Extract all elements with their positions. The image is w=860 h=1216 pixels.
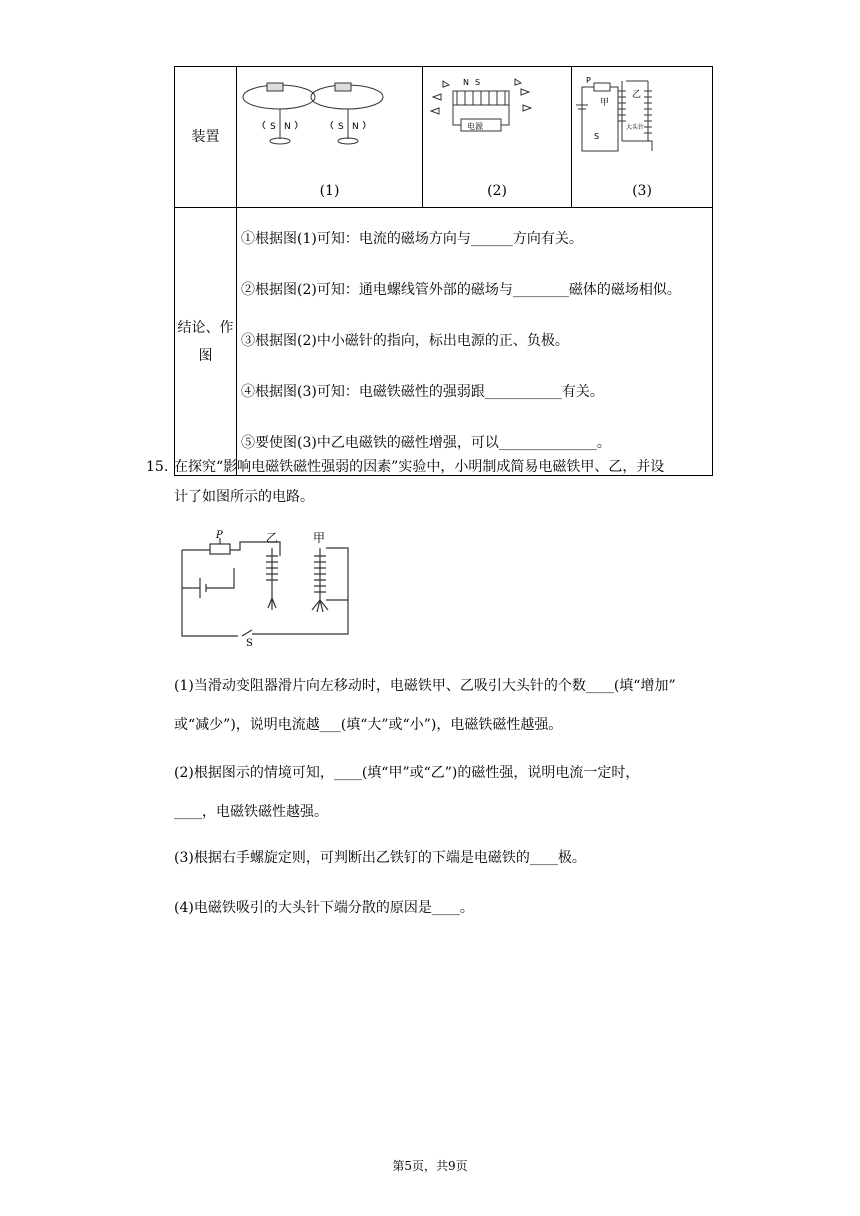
question-15-stem-line-2: 计了如图所示的电路。 xyxy=(174,489,314,505)
figure-1-cell xyxy=(237,67,423,208)
subquestion-1-line-1: (1)当滑动变阻器滑片向左移动时，电磁铁甲、乙吸引大头针的个数____(填“增加” xyxy=(174,678,676,694)
experiment-table xyxy=(174,66,713,476)
q15-jia-label: 甲 xyxy=(313,531,326,545)
fig2-power-label: 电源 xyxy=(467,122,483,131)
fig2-s-label: S xyxy=(475,78,481,87)
conclusion-3: ③根据图(2)中小磁针的指向，标出电源的正、负极。 xyxy=(241,333,569,349)
figure-2-caption: (2) xyxy=(487,183,507,199)
fig3-p-label: P xyxy=(586,76,591,85)
question-15-stem-line-1: 在探究“影响电磁铁磁性强弱的因素”实验中，小明制成简易电磁铁甲、乙，并设 xyxy=(174,459,665,475)
fig3-s-label: S xyxy=(594,132,600,141)
figure-2-cell xyxy=(423,67,572,208)
page-footer: 第5页，共9页 xyxy=(392,1159,468,1173)
conclusion-cell xyxy=(237,208,713,476)
fig3-pins-label: 大头针 xyxy=(626,124,645,131)
conclusion-2: ②根据图(2)可知：通电螺线管外部的磁场与________磁体的磁场相似。 xyxy=(241,282,681,298)
subquestion-1-line-2: 或“减少”)，说明电流越___(填“大”或“小”)，电磁铁磁性越强。 xyxy=(174,717,563,733)
conclusion-4: ④根据图(3)可知：电磁铁磁性的强弱跟___________有关。 xyxy=(241,384,604,400)
q15-yi-label: 乙 xyxy=(266,531,279,545)
q15-p-label: P xyxy=(216,530,223,541)
subquestion-4: (4)电磁铁吸引的大头针下端分散的原因是____。 xyxy=(174,900,474,916)
figure-3-cell xyxy=(572,67,713,208)
fig3-jia-label: 甲 xyxy=(600,98,610,108)
conclusion-5: ⑤要使图(3)中乙电磁铁的磁性增强，可以______________。 xyxy=(241,435,611,451)
q15-s-label: S xyxy=(246,638,253,646)
fig1-n-label-right: N xyxy=(352,122,359,132)
conclusion-1: ①根据图(1)可知：电流的磁场方向与______方向有关。 xyxy=(241,231,583,247)
question-15-number: 15. xyxy=(146,459,169,475)
fig3-yi-label: 乙 xyxy=(632,90,642,100)
question-15 xyxy=(146,452,716,646)
figure-3-caption: (3) xyxy=(632,183,652,199)
subquestion-3: (3)根据右手螺旋定则，可判断出乙铁钉的下端是电磁铁的____极。 xyxy=(174,850,586,866)
subquestion-2-line-1: (2)根据图示的情境可知，____(填“甲”或“乙”)的磁性强，说明电流一定时， xyxy=(174,765,640,781)
fig1-s-label-right: S xyxy=(338,122,344,132)
fig1-s-label-left: S xyxy=(270,122,276,132)
device-label: 装置 xyxy=(175,67,237,208)
figure-1-caption: (1) xyxy=(319,183,340,199)
question-15-circuit-diagram xyxy=(176,528,356,646)
fig1-n-label-left: N xyxy=(284,122,291,132)
subquestion-2 xyxy=(174,758,734,828)
subquestion-1 xyxy=(174,671,734,741)
fig2-n-label: N xyxy=(463,78,469,87)
conclusion-label: 结论、作图 xyxy=(175,208,237,476)
subquestion-2-line-2: ____，电磁铁磁性越强。 xyxy=(174,804,328,820)
